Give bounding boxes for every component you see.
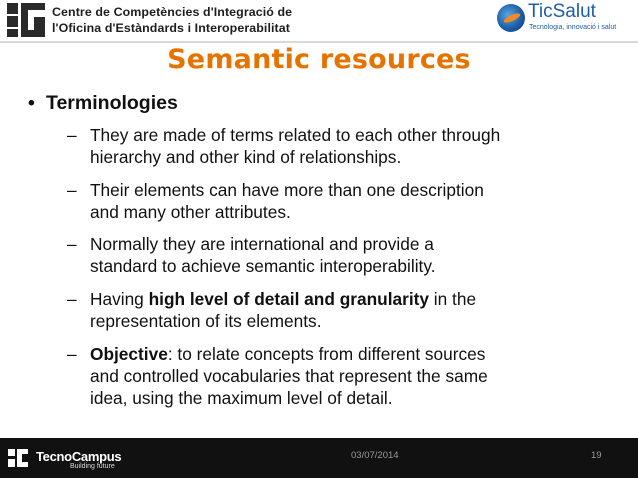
sub-bullet-4-line-1 xyxy=(90,288,607,310)
sub-bullet-2-line-1: Their elements can have more than one description xyxy=(90,180,484,200)
slide-footer xyxy=(0,438,638,478)
sub-bullet-4-pre: Having xyxy=(90,289,149,309)
slide-page-number: 19 xyxy=(591,450,602,461)
sub-bullet-4-emphasis: high level of detail and granularity xyxy=(148,289,429,309)
sub-bullet-5-emphasis: Objective xyxy=(90,344,168,364)
slide-header xyxy=(0,0,638,44)
header-divider xyxy=(0,41,638,43)
slide-title: Semantic resources xyxy=(167,44,471,75)
tecnocampus-tagline: Building future xyxy=(70,463,115,470)
sub-bullet-5-post: : to relate concepts from different sources xyxy=(167,344,486,364)
cci-logo-icon xyxy=(7,3,45,37)
ticsalut-tagline: Tecnologia, innovació i salut xyxy=(529,24,617,31)
dash-icon: – xyxy=(67,344,77,364)
sub-bullet-4 xyxy=(67,288,607,332)
tecnocampus-brand: TecnoCampus xyxy=(36,449,122,464)
organization-name xyxy=(52,4,292,36)
ticsalut-brand: TicSalut xyxy=(528,1,596,22)
sub-bullet-1-line-2: hierarchy and other kind of relationships. xyxy=(90,147,402,167)
dash-icon: – xyxy=(67,125,77,145)
sub-bullet-1-line-1: They are made of terms related to each other through xyxy=(90,125,501,145)
sub-bullet-4-line-2: representation of its elements. xyxy=(90,311,322,331)
ticsalut-logo xyxy=(495,2,630,38)
dash-icon: – xyxy=(67,289,77,309)
sub-bullet-5 xyxy=(67,343,607,409)
bullet-label: Terminologies xyxy=(46,92,178,114)
sub-bullet-2-line-2: and many other attributes. xyxy=(90,202,291,222)
org-line-1: Centre de Competències d'Integració de xyxy=(52,5,293,19)
sub-bullet-3 xyxy=(67,233,607,277)
org-line-2: l'Oficina d'Estàndards i Interoperabilitat xyxy=(52,21,290,35)
sub-bullet-5-line-1 xyxy=(90,343,607,365)
bullet-terminologies xyxy=(28,92,178,115)
dash-icon: – xyxy=(67,180,77,200)
bullet-dot-icon: • xyxy=(28,92,35,114)
dash-icon: – xyxy=(67,234,77,254)
sub-bullet-2 xyxy=(67,179,607,223)
sub-bullet-1 xyxy=(67,124,607,168)
sub-bullet-5-line-2: and controlled vocabularies that represent the same xyxy=(90,366,488,386)
globe-icon xyxy=(497,4,525,32)
sub-bullet-4-post: in the xyxy=(429,289,477,309)
sub-bullet-3-line-1: Normally they are international and provide a xyxy=(90,234,434,254)
sub-bullet-3-line-2: standard to achieve semantic interoperability. xyxy=(90,256,436,276)
sub-bullet-5-line-3: idea, using the maximum level of detail. xyxy=(90,388,393,408)
tecnocampus-logo-icon xyxy=(8,449,28,467)
slide-date: 03/07/2014 xyxy=(351,450,399,461)
